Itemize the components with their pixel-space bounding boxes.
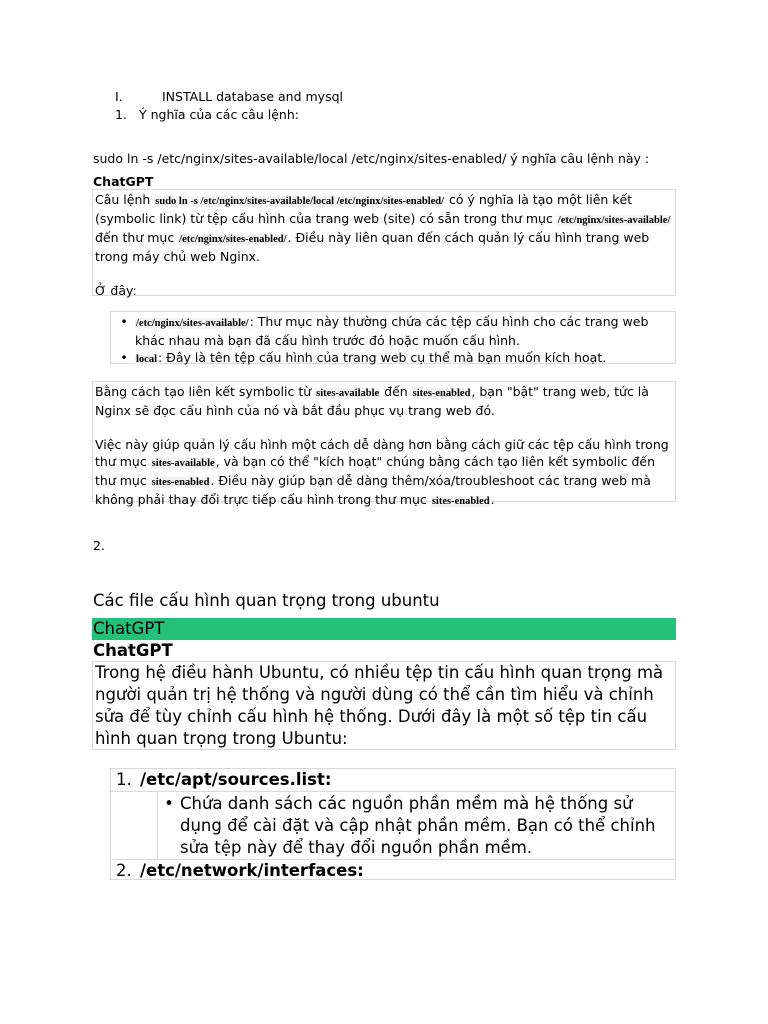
answer-block	[92, 189, 676, 296]
text-span: , và bạn có thể "kích hoạt" chúng bằng cách tạo liên kết symbolic đến thư mục	[95, 454, 656, 488]
text-span: . Điều này liên quan đến cách quản lý cấu hình trang web trong máy chủ web Nginx.	[95, 230, 650, 264]
inline-code: sites-enabled	[151, 477, 210, 488]
list-item-content	[135, 313, 673, 349]
inline-code: sites-available	[151, 458, 215, 469]
inline-code: sudo ln -s /etc/nginx/sites-available/local /etc/nginx/sites-enabled/	[155, 196, 445, 207]
text-span: : Thư mục này thường chứa các tệp cấu hình cho các trang web khác nhau mà bạn đã cấu hình trước đó hoặc muốn cấu hình.	[135, 314, 649, 348]
section-heading: INSTALL database and mysql	[162, 89, 343, 104]
answer-paragraph: Ở đây:	[95, 283, 137, 298]
list-item-content: Chứa danh sách các nguồn phần mềm mà hệ thống sử dụng để cài đặt và cập nhật phần mềm. Bạn có thể chỉnh sửa tệp này để thay đổi nguồn phần mềm.	[180, 794, 656, 857]
text-span: Bằng cách tạo liên kết symbolic từ	[95, 384, 316, 399]
roman-numeral: I.	[115, 89, 123, 104]
inline-code: sites-available	[316, 388, 380, 399]
sub-list	[157, 792, 675, 859]
answer-paragraph	[95, 436, 673, 510]
bullet-icon: •	[120, 314, 128, 329]
chatgpt-header-bar	[92, 618, 676, 640]
text-span: : Đây là tên tệp cấu hình của trang web cụ thể mà bạn muốn kích hoạt.	[158, 350, 607, 365]
text-span: đến	[380, 384, 412, 399]
chatgpt-bar-label: ChatGPT	[93, 619, 165, 638]
text-span: có ý nghĩa là tạo một liên kết (symbolic link) từ tệp cấu hình của trang web (site) có sẵn trong thư mục	[95, 192, 633, 226]
list-item	[111, 859, 675, 882]
text-span: đến thư mục	[95, 230, 179, 245]
text-span: . Điều này giúp bạn dễ dàng thêm/xóa/troubleshoot các trang web mà không phải thay đổi trực tiếp cấu hình trong thư mục	[95, 473, 651, 507]
bullet-icon: •	[164, 794, 174, 813]
list-item-title: /etc/network/interfaces:	[140, 861, 364, 880]
answer-block	[92, 381, 676, 507]
list-number: 1.	[115, 107, 127, 122]
chatgpt-label: ChatGPT	[93, 641, 173, 660]
text-span: , bạn "bật" trang web, tức là Nginx sẽ đọc cấu hình của nó và bắt đầu phục vụ trang web đó.	[95, 384, 649, 418]
inline-code: /etc/nginx/sites-available/	[136, 318, 249, 329]
answer-paragraph: Trong hệ điều hành Ubuntu, có nhiều tệp tin cấu hình quan trọng mà người quản trị hệ thống và người dùng có thể cần tìm hiểu và chỉnh sửa để tùy chỉnh cấu hình hệ thống. Dưới đây là một số tệp tin cấu hình quan trọng trong Ubuntu:	[95, 663, 664, 748]
inline-code: sites-enabled	[431, 496, 490, 507]
text-span: .	[490, 492, 495, 507]
inline-code: local	[136, 354, 157, 365]
inline-code: /etc/nginx/sites-enabled/	[179, 234, 287, 245]
answer-paragraph	[95, 383, 673, 419]
bullet-icon: •	[120, 350, 128, 365]
bullet-list	[110, 311, 676, 364]
chatgpt-label: ChatGPT	[93, 174, 154, 189]
inline-code: /etc/nginx/sites-available/	[557, 215, 671, 226]
answer-paragraph	[95, 191, 673, 265]
list-item	[111, 769, 675, 792]
list-item	[113, 313, 673, 349]
question-text: Các file cấu hình quan trọng trong ubuntu	[93, 591, 440, 610]
list-number: 2.	[116, 861, 132, 880]
text-span: Việc này giúp quản lý cấu hình một cách dễ dàng hơn bằng cách giữ các tệp cấu hình trong thư mục	[95, 437, 669, 469]
inline-code: sites-enabled	[412, 388, 471, 399]
list-number: 1.	[116, 770, 132, 789]
question-text: sudo ln -s /etc/nginx/sites-available/local /etc/nginx/sites-enabled/ ý nghĩa câu lệnh này :	[93, 151, 650, 166]
list-item-text: Ý nghĩa của các câu lệnh:	[139, 107, 299, 122]
numbered-list	[110, 768, 676, 880]
list-item-title: /etc/apt/sources.list:	[140, 770, 332, 789]
list-item-content	[135, 349, 673, 368]
answer-block	[92, 661, 676, 750]
list-number: 2.	[93, 538, 105, 553]
text-span: Câu lệnh	[95, 192, 155, 207]
list-item	[113, 349, 673, 368]
